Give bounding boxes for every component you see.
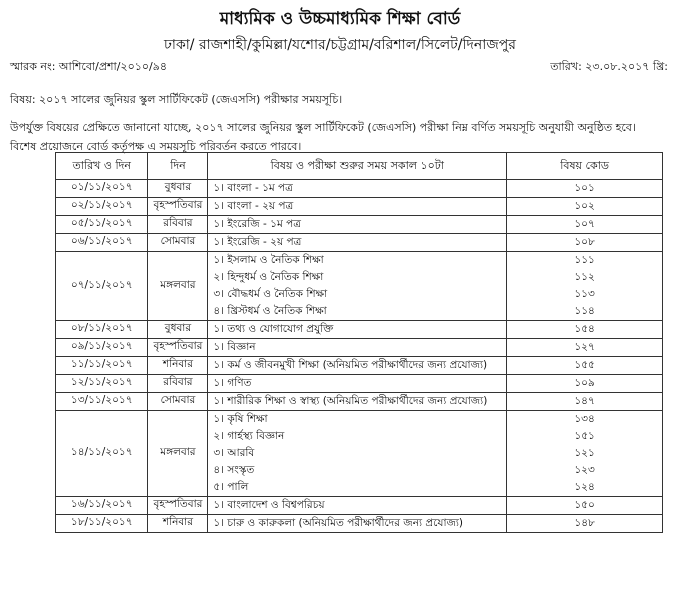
exam-date: ১৬/১১/২০১৭	[56, 497, 148, 515]
subject-code: ১১২	[574, 271, 595, 283]
table-row	[56, 357, 663, 375]
table-row	[56, 234, 663, 252]
subject-code: ১১৩	[574, 288, 595, 300]
table-header-row	[56, 153, 663, 180]
exam-codes	[507, 339, 663, 357]
header-code: বিষয় কোড	[507, 153, 663, 180]
subject-item: ১। বাংলা - ২য় পত্র	[213, 200, 294, 212]
subject-code: ১৫১	[574, 430, 595, 442]
exam-date: ০৮/১১/২০১৭	[56, 321, 148, 339]
exam-day: সোমবার	[148, 234, 208, 252]
subject-item: ২। হিন্দুধর্ম ও নৈতিক শিক্ষা	[213, 271, 324, 283]
subject-item: ১। তথ্য ও যোগাযোগ প্রযুক্তি	[213, 323, 334, 335]
subject-item: ১। চারু ও কারুকলা (অনিয়মিত পরীক্ষার্থীদের জন্য প্রযোজ্য)	[213, 517, 464, 529]
exam-codes	[507, 234, 663, 252]
subject-item: ১। বাংলা - ১ম পত্র	[213, 182, 293, 194]
exam-day: বৃহস্পতিবার	[148, 497, 208, 515]
subject-code: ১২৪	[574, 481, 595, 493]
exam-codes	[507, 252, 663, 321]
subject-code: ১০৯	[574, 377, 595, 389]
exam-codes	[507, 216, 663, 234]
header-subject: বিষয় ও পরীক্ষা শুরুর সময় সকাল ১০টা	[208, 153, 507, 180]
exam-codes	[507, 321, 663, 339]
subject-code: ১৫৪	[574, 323, 595, 335]
table-row	[56, 180, 663, 198]
table-row	[56, 339, 663, 357]
table-row	[56, 252, 663, 321]
exam-subjects	[208, 321, 507, 339]
exam-day: বুধবার	[148, 180, 208, 198]
exam-codes	[507, 393, 663, 411]
exam-subjects	[208, 252, 507, 321]
subject-code: ১৪৭	[574, 395, 595, 407]
exam-subjects	[208, 375, 507, 393]
exam-date: ০২/১১/২০১৭	[56, 198, 148, 216]
exam-day: সোমবার	[148, 393, 208, 411]
notice-paragraph: উপর্যুক্ত বিষয়ের প্রেক্ষিতে জানানো যাচ্ছে, ২০১৭ সালের জুনিয়র স্কুল সার্টিফিকেট (জেএসসি) পরীক্ষা নিম্ন বর্ণিত সময়সূচি অনুযায়ী অনুষ্ঠিত হবে। বিশেষ প্রয়োজনে বোর্ড কর্তৃপক্ষ এ সময়সূচি পরিবর্তন করতে পারবে।	[10, 121, 636, 153]
subject-item: ২। গার্হস্থ্য বিজ্ঞান	[213, 430, 285, 442]
notice-date: তারিখ: ২৩.০৮.২০১৭ খ্রি:	[550, 60, 668, 73]
subject-code: ১২১	[574, 447, 595, 459]
exam-codes	[507, 198, 663, 216]
subject-code: ১৫০	[574, 499, 595, 511]
subject-item: ১। বিজ্ঞান	[213, 341, 256, 353]
exam-day: বৃহস্পতিবার	[148, 198, 208, 216]
exam-subjects	[208, 393, 507, 411]
exam-codes	[507, 180, 663, 198]
subject-code: ১২৭	[574, 341, 595, 353]
exam-subjects	[208, 497, 507, 515]
exam-day: বৃহস্পতিবার	[148, 339, 208, 357]
exam-date: ১৮/১১/২০১৭	[56, 515, 148, 533]
subject-code: ১২৩	[574, 464, 595, 476]
subject-code: ১০২	[574, 200, 595, 212]
subject-item: ৪। খ্রিস্টধর্ম ও নৈতিক শিক্ষা	[213, 305, 327, 317]
exam-subjects	[208, 515, 507, 533]
board-title: মাধ্যমিক ও উচ্চমাধ্যমিক শিক্ষা বোর্ড	[219, 9, 461, 29]
subject-item: ১। কৃষি শিক্ষা	[213, 413, 268, 425]
subject-code: ১১১	[574, 254, 595, 266]
table-row	[56, 321, 663, 339]
subject-code: ১৩৪	[574, 413, 595, 425]
exam-subjects	[208, 198, 507, 216]
subject-item: ১। কর্ম ও জীবনমুখী শিক্ষা (অনিয়মিত পরীক্ষার্থীদের জন্য প্রযোজ্য)	[213, 359, 488, 371]
subject-item: ৪। সংস্কৃত	[213, 464, 255, 476]
table-row	[56, 497, 663, 515]
exam-day: শনিবার	[148, 515, 208, 533]
table-row	[56, 375, 663, 393]
exam-date: ১৪/১১/২০১৭	[56, 411, 148, 497]
subject-item: ৩। বৌদ্ধধর্ম ও নৈতিক শিক্ষা	[213, 288, 328, 300]
exam-day: রবিবার	[148, 216, 208, 234]
exam-day: শনিবার	[148, 357, 208, 375]
exam-codes	[507, 357, 663, 375]
table-row	[56, 198, 663, 216]
board-locations: ঢাকা/ রাজশাহী/কুমিল্লা/যশোর/চট্টগ্রাম/বরিশাল/সিলেট/দিনাজপুর	[163, 37, 517, 53]
header-day: দিন	[148, 153, 208, 180]
notice-subject: বিষয়: ২০১৭ সালের জুনিয়র স্কুল সার্টিফিকেট (জেএসসি) পরীক্ষার সময়সূচি।	[10, 93, 343, 106]
subject-item: ১। শারীরিক শিক্ষা ও স্বাস্থ্য (অনিয়মিত পরীক্ষার্থীদের জন্য প্রযোজ্য)	[213, 395, 488, 407]
exam-date: ১২/১১/২০১৭	[56, 375, 148, 393]
exam-subjects	[208, 339, 507, 357]
exam-date: ০৯/১১/২০১৭	[56, 339, 148, 357]
table-row	[56, 515, 663, 533]
exam-date: ০৬/১১/২০১৭	[56, 234, 148, 252]
exam-subjects	[208, 216, 507, 234]
header-date: তারিখ ও দিন	[56, 153, 148, 180]
subject-item: ১। বাংলাদেশ ও বিশ্বপরিচয়	[213, 499, 325, 511]
exam-day: রবিবার	[148, 375, 208, 393]
exam-day: মঙ্গলবার	[148, 411, 208, 497]
exam-codes	[507, 497, 663, 515]
exam-date: ০১/১১/২০১৭	[56, 180, 148, 198]
table-row	[56, 216, 663, 234]
exam-date: ১১/১১/২০১৭	[56, 357, 148, 375]
exam-codes	[507, 375, 663, 393]
subject-code: ১৪৮	[574, 517, 595, 529]
table-row	[56, 393, 663, 411]
subject-code: ১১৪	[574, 305, 595, 317]
memo-number: স্মারক নং: আশিবো/প্রশা/২০১০/৯৪	[10, 60, 168, 73]
exam-subjects	[208, 357, 507, 375]
exam-day: বুধবার	[148, 321, 208, 339]
subject-code: ১০৭	[574, 218, 595, 230]
subject-code: ১৫৫	[574, 359, 595, 371]
exam-date: ০৭/১১/২০১৭	[56, 252, 148, 321]
exam-codes	[507, 515, 663, 533]
exam-day: মঙ্গলবার	[148, 252, 208, 321]
exam-date: ১৩/১১/২০১৭	[56, 393, 148, 411]
subject-code: ১০৮	[574, 236, 595, 248]
exam-subjects	[208, 234, 507, 252]
subject-item: ৫। পালি	[213, 481, 249, 493]
exam-codes	[507, 411, 663, 497]
subject-code: ১০১	[574, 182, 595, 194]
subject-item: ৩। আরবি	[213, 447, 255, 459]
subject-item: ১। গণিত	[213, 377, 252, 389]
exam-date: ০৫/১১/২০১৭	[56, 216, 148, 234]
exam-subjects	[208, 411, 507, 497]
table-row	[56, 411, 663, 497]
subject-item: ১। ইসলাম ও নৈতিক শিক্ষা	[213, 254, 324, 266]
exam-subjects	[208, 180, 507, 198]
subject-item: ১। ইংরেজি - ২য় পত্র	[213, 236, 302, 248]
subject-item: ১। ইংরেজি - ১ম পত্র	[213, 218, 301, 230]
exam-schedule-table	[55, 152, 663, 533]
